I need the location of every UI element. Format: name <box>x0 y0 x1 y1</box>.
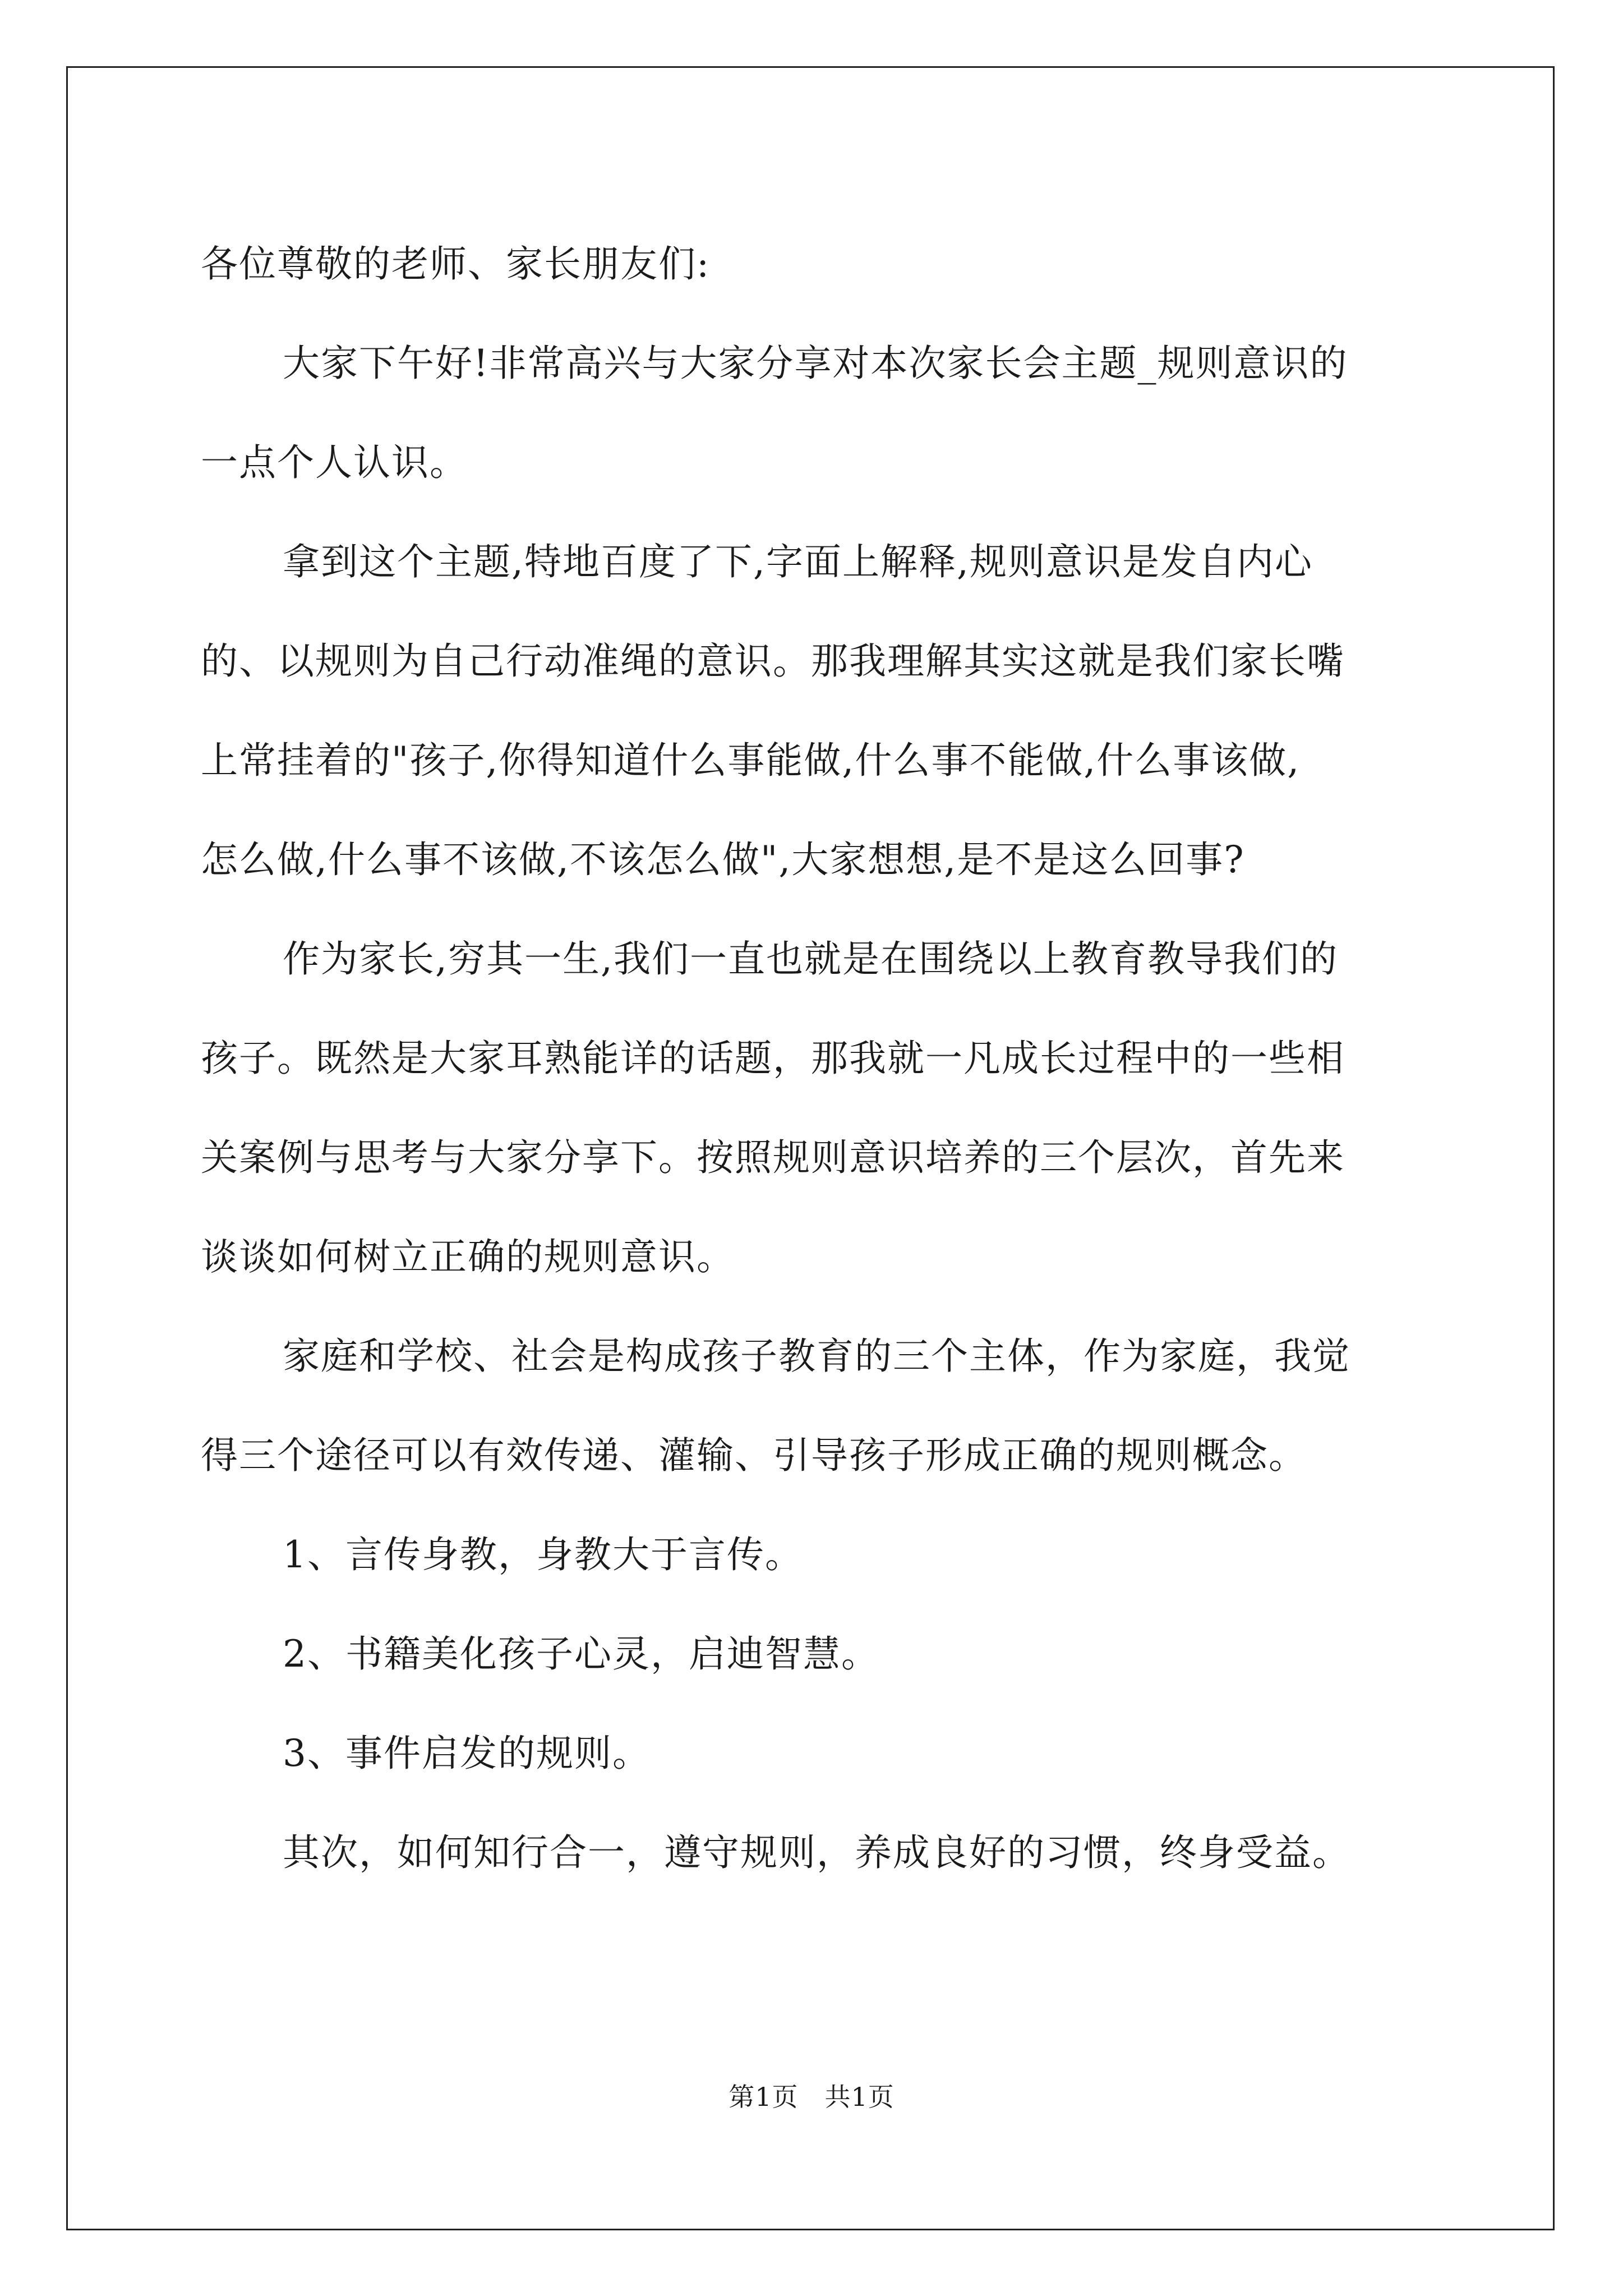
text-line: 2、书籍美化孩子心灵，启迪智慧。 <box>283 1632 879 1676</box>
paragraph <box>201 314 1429 512</box>
text-line: 谈谈如何树立正确的规则意识。 <box>201 1235 735 1278</box>
paragraph <box>201 1604 1429 1704</box>
paragraph <box>201 1704 1429 1803</box>
text-line: 一点个人认识。 <box>201 441 468 484</box>
text-line: 孩子。既然是大家耳熟能详的话题，那我就一凡成长过程中的一些相 <box>201 1037 1345 1080</box>
paragraph <box>201 512 1429 909</box>
paragraph <box>201 214 1429 314</box>
text-line: 1、言传身教，身教大于言传。 <box>283 1533 803 1576</box>
text-line: 家庭和学校、社会是构成孩子教育的三个主体，作为家庭，我觉 <box>283 1335 1350 1378</box>
text-line: 上常挂着的"孩子,你得知道什么事能做,什么事不能做,什么事该做, <box>201 739 1301 782</box>
text-line: 得三个途径可以有效传递、灌输、引导孩子形成正确的规则概念。 <box>201 1434 1307 1477</box>
page-footer: 第1页 共1页 <box>728 2082 895 2112</box>
text-line: 怎么做,什么事不该做,不该怎么做",大家想想,是不是这么回事? <box>201 838 1245 881</box>
paragraph <box>201 1505 1429 1604</box>
paragraph <box>201 1803 1429 1902</box>
text-line: 其次，如何知行合一，遵守规则，养成良好的习惯，终身受益。 <box>283 1831 1350 1874</box>
text-line: 作为家长,穷其一生,我们一直也就是在围绕以上教育教导我们的 <box>283 937 1338 981</box>
text-line: 各位尊敬的老师、家长朋友们: <box>201 242 711 286</box>
paragraph <box>201 1306 1429 1505</box>
document-body <box>201 214 1429 1902</box>
text-line: 3、事件启发的规则。 <box>283 1732 651 1775</box>
text-line: 大家下午好!非常高兴与大家分享对本次家长会主题_规则意识的 <box>283 342 1348 385</box>
paragraph <box>201 909 1429 1306</box>
text-line: 的、以规则为自己行动准绳的意识。那我理解其实这就是我们家长嘴 <box>201 639 1345 683</box>
text-line: 关案例与思考与大家分享下。按照规则意识培养的三个层次，首先来 <box>201 1136 1345 1179</box>
text-line: 拿到这个主题,特地百度了下,字面上解释,规则意识是发自内心 <box>283 540 1313 583</box>
